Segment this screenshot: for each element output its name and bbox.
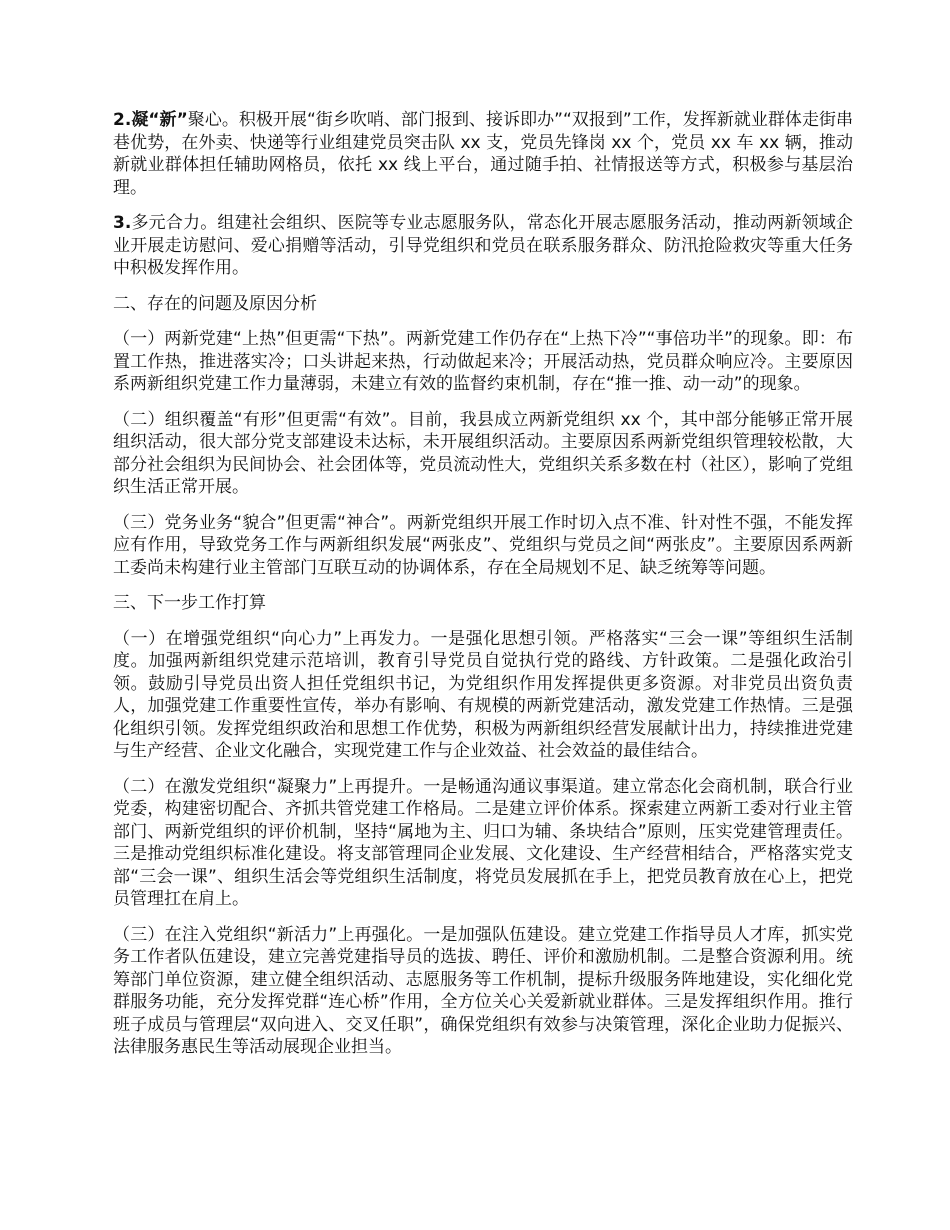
section-heading-problems: 二、存在的问题及原因分析 (113, 293, 317, 314)
paragraph-problem-2: （二）组织覆盖“有形”但更需“有效”。目前，我县成立两新党组织 xx 个，其中部分能够正常开展组织活动，很大部分党支部建设未达标，未开展组织活动。主要原因系两新党组织管理较松散，大部分社会组织为民间协会、社会团体等，党员流动性大，党组织关系多数在村（社区），影响了党组织生活正常开展。 (113, 409, 853, 497)
paragraph-new-cohesion (113, 109, 853, 199)
paragraph-plan-3: （三）在注入党组织“新活力”上再强化。一是加强队伍建设。建立党建工作指导员人才库，抓实党务工作者队伍建设，建立完善党建指导员的选拔、聘任、评价和激励机制。二是整合资源利用。统筹部门单位资源，建立健全组织活动、志愿服务等工作机制，提标升级服务阵地建设，实化细化党群服务功能，充分发挥党群“连心桥”作用，全方位关心关爱新就业群体。三是发挥组织作用。推行班子成员与管理层“双向进入、交叉任职”，确保党组织有效参与决策管理，深化企业助力促振兴、法律服务惠民生等活动展现企业担当。 (113, 924, 853, 1057)
item-number: 2. (113, 110, 132, 130)
paragraph-text: 多元合力。组建社会组织、医院等专业志愿服务队，常态化开展志愿服务活动，推动两新领域企业开展走访慰问、爱心捐赠等活动，引导党组织和党员在联系服务群众、防汛抢险救灾等重大任务中积极发挥作用。 (113, 213, 853, 278)
paragraph-text: 聚心。积极开展“街乡吹哨、部门报到、接诉即办”“双报到”工作，发挥新就业群体走街串巷优势，在外卖、快递等行业组建党员突击队 xx 支，党员先锋岗 xx 个，党员 xx 车 xx 辆，推动新就业群体担任辅助网格员，依托 xx 线上平台，通过随手拍、社情报送等方式，积极参与基层治理。 (113, 110, 854, 198)
item-lead: 凝 (131, 110, 149, 130)
item-lead-quote: “新” (148, 110, 188, 130)
document-body (113, 109, 853, 1072)
paragraph-multi-synergy (113, 212, 853, 280)
paragraph-problem-1: （一）两新党建“上热”但更需“下热”。两新党建工作仍存在“上热下冷”“事倍功半”的现象。即：布置工作热，推进落实冷；口头讲起来热，行动做起来冷；开展活动热，党员群众响应冷。主要原因系两新组织党建工作力量薄弱，未建立有效的监督约束机制，存在“推一推、动一动”的现象。 (113, 329, 853, 394)
paragraph-problem-3: （三）党务业务“貌合”但更需“神合”。两新党组织开展工作时切入点不准、针对性不强，不能发挥应有作用，导致党务工作与两新组织发展“两张皮”、党组织与党员之间“两张皮”。主要原因系两新工委尚未构建行业主管部门互联互动的协调体系，存在全局规划不足、缺乏统筹等问题。 (113, 512, 853, 578)
item-number: 3. (113, 213, 132, 233)
section-heading-next-steps: 三、下一步工作打算 (113, 593, 266, 613)
paragraph-plan-2: （二）在激发党组织“凝聚力”上再提升。一是畅通沟通议事渠道。建立常态化会商机制，联合行业党委，构建密切配合、齐抓共管党建工作格局。二是建立评价体系。探索建立两新工委对行业主管部门、两新党组织的评价机制，坚持“属地为主、归口为辅、条块结合”原则，压实党建管理责任。三是推动党组织标准化建设。将支部管理同企业发展、文化建设、生产经营相结合，严格落实党支部“三会一课”、组织生活会等党组织生活制度，将党员发展抓在手上，把党员教育放在心上，把党员管理扛在肩上。 (113, 776, 853, 909)
paragraph-plan-1: （一）在增强党组织“向心力”上再发力。一是强化思想引领。严格落实“三会一课”等组织生活制度。加强两新组织党建示范培训，教育引导党员自觉执行党的路线、方针政策。二是强化政治引领。鼓励引导党员出资人担任党组织书记，为党组织作用发挥提供更多资源。对非党员出资负责人，加强党建工作重要性宣传，举办有影响、有规模的两新党建活动，激发党建工作热情。三是强化组织引领。发挥党组织政治和思想工作优势，积极为两新组织经营发展献计出力，持续推进党建与生产经营、企业文化融合，实现党建工作与企业效益、社会效益的最佳结合。 (113, 628, 853, 761)
